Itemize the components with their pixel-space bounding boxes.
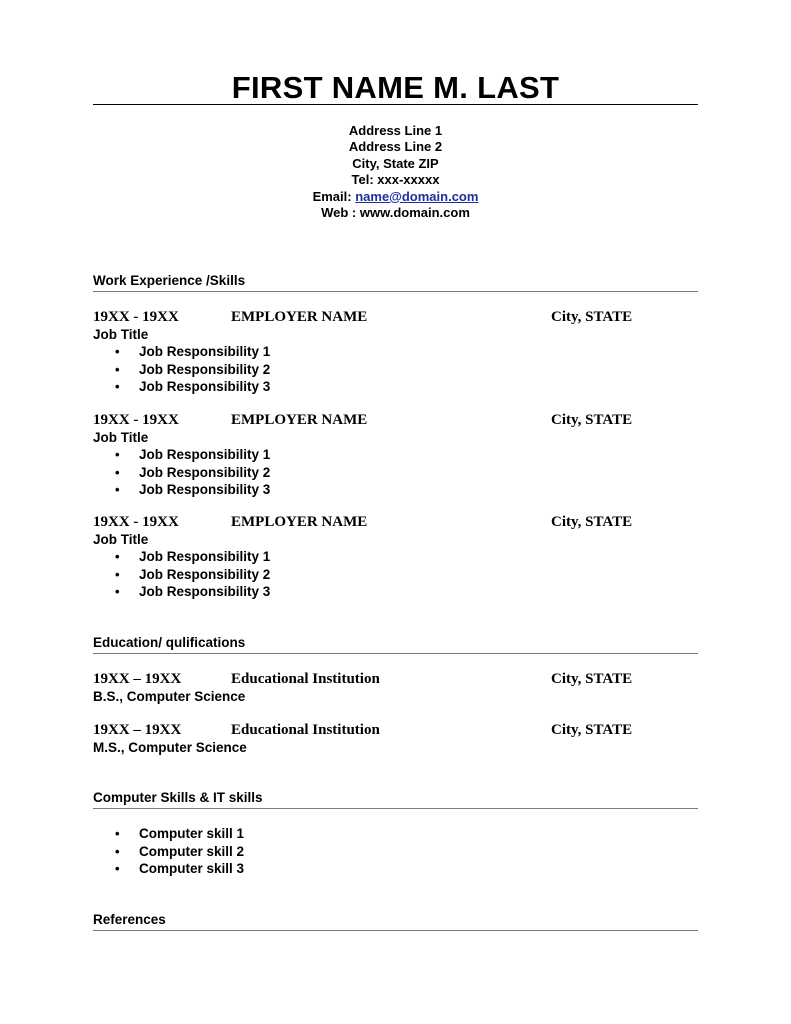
list-item: • Job Responsibility 1 [93,548,698,566]
education-years: 19XX – 19XX [93,671,182,687]
work-experience-heading: Work Experience /Skills [93,273,698,292]
name-divider [93,104,698,105]
work-experience-section [93,273,698,292]
references-heading: References [93,912,698,931]
skills-list [93,825,698,878]
education-location: City, STATE [551,671,633,687]
institution-name: Educational Institution [231,671,380,687]
email-label: Email: [312,188,352,204]
job-location: City, STATE [551,309,633,325]
resume-name: FIRST NAME M. LAST [231,70,560,105]
job-years: 19XX - 19XX [93,514,179,530]
list-item: • Job Responsibility 2 [93,464,698,482]
address-line-2: Address Line 2 [348,139,443,155]
job-header [93,513,698,531]
institution-name: Educational Institution [231,722,380,738]
website: Web : www.domain.com [321,205,470,221]
employer-name: EMPLOYER NAME [231,514,368,530]
email-link[interactable]: name@domain.com [355,188,479,204]
skills-heading: Computer Skills & IT skills [93,790,698,809]
list-item: • Job Responsibility 3 [93,378,698,396]
list-item: • Job Responsibility 1 [93,343,698,361]
responsibility-list [93,446,698,499]
list-item: • Job Responsibility 3 [93,481,698,499]
list-item: • Computer skill 1 [93,825,698,843]
job-header [93,411,698,429]
city-state-zip: City, State ZIP [352,155,439,171]
list-item: • Job Responsibility 1 [93,446,698,464]
list-item: • Job Responsibility 2 [93,361,698,379]
job-location: City, STATE [551,412,633,428]
job-years: 19XX - 19XX [93,412,179,428]
job-years: 19XX - 19XX [93,309,179,325]
references-section [93,912,698,931]
job-entry-1 [93,308,698,396]
responsibility-list [93,343,698,396]
list-item: • Computer skill 2 [93,843,698,861]
education-heading: Education/ qulifications [93,635,698,654]
telephone: Tel: xxx-xxxxx [351,172,440,188]
degree: B.S., Computer Science [93,689,246,704]
degree: M.S., Computer Science [93,740,247,755]
list-item: • Computer skill 3 [93,860,698,878]
job-title: Job Title [93,327,149,342]
skills-list-block [93,825,698,878]
list-item: • Job Responsibility 3 [93,583,698,601]
employer-name: EMPLOYER NAME [231,309,368,325]
education-entry-1 [93,670,698,705]
responsibility-list [93,548,698,601]
job-title: Job Title [93,430,149,445]
education-location: City, STATE [551,722,633,738]
list-item: • Job Responsibility 2 [93,566,698,584]
employer-name: EMPLOYER NAME [231,412,368,428]
email-row [93,189,698,205]
job-location: City, STATE [551,514,633,530]
job-entry-3 [93,513,698,601]
job-header [93,308,698,326]
education-entry-2 [93,721,698,756]
contact-block [93,123,698,221]
education-header [93,670,698,688]
resume-page [93,0,698,1024]
job-entry-2 [93,411,698,499]
address-line-1: Address Line 1 [348,123,443,138]
education-section [93,635,698,654]
skills-section [93,790,698,809]
education-header [93,721,698,739]
job-title: Job Title [93,532,149,547]
education-years: 19XX – 19XX [93,722,182,738]
